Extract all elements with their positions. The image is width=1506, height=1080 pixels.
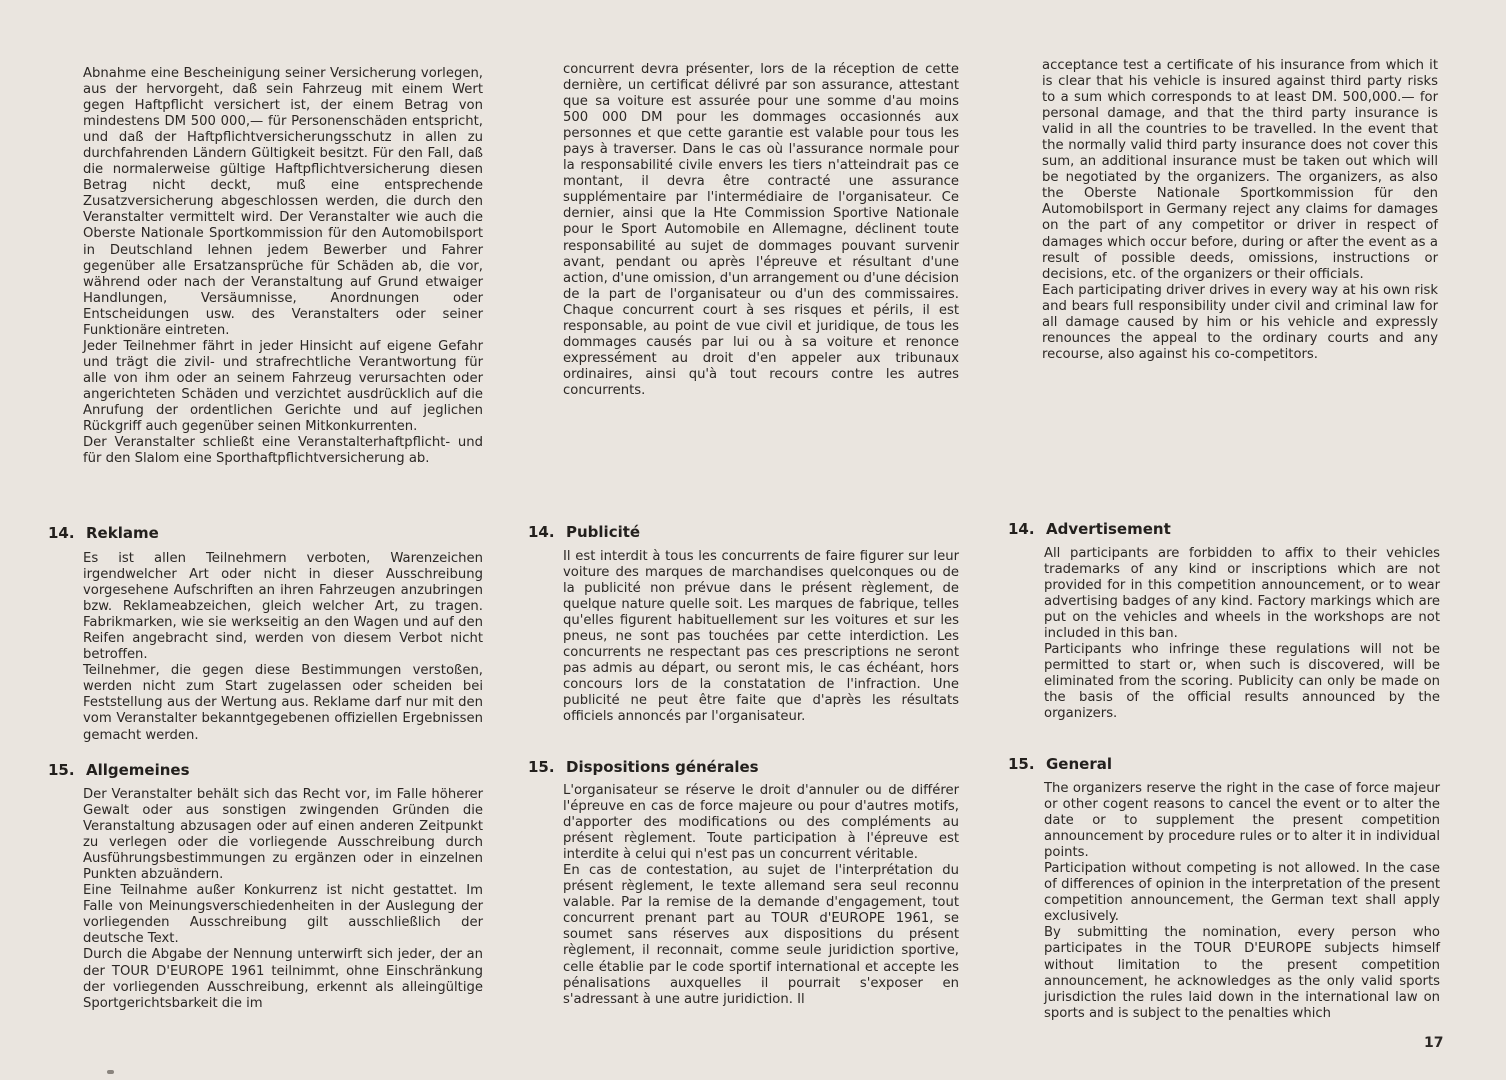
page-number: 17 <box>1424 1035 1444 1051</box>
german-section-14-heading <box>48 524 159 542</box>
german-s15-paragraph-2: Eine Teilnahme außer Konkurrenz ist nicht gestattet. Im Falle von Meinungsverschiedenheiten in der Auslegung der vorliegenden Ausschreibung gilt ausschließlich der deutsche Text. <box>83 883 483 947</box>
section-number: 15. <box>1008 755 1035 773</box>
section-title: Advertisement <box>1046 520 1171 538</box>
english-s14-paragraph-2: Participants who infringe these regulations will not be permitted to start or, when such is discovered, will be eliminated from the scoring. Publicity can only be made on the basis of the official results announced by the organizers. <box>1044 642 1440 722</box>
french-section-15-heading <box>528 758 759 776</box>
english-intro-paragraph-1: acceptance test a certificate of his insurance from which it is clear that his vehicle is insured against third party risks to a sum which corresponds to at least DM. 500,000.— for personal damage, and that the third party insurance is valid in all the countries to be travelled. In the event that the normally valid third party insurance does not cover this sum, an additional insurance must be taken out which will be negotiated by the organizers. The organizers, as also the Oberste Nationale Sportkommission für den Automobilsport in Germany reject any claims for damages on the part of any competitor or driver in respect of damages which occur before, during or after the event as a result of possible deeds, omissions, instructions or decisions, etc. of the organizers or their officials. <box>1042 58 1438 282</box>
section-title: General <box>1046 755 1112 773</box>
english-intro <box>1042 58 1438 363</box>
german-section-15-heading <box>48 761 190 779</box>
section-title: Dispositions générales <box>566 758 759 776</box>
english-section-14-body <box>1044 546 1440 723</box>
section-number: 14. <box>528 523 555 541</box>
english-s15-paragraph-2: Participation without competing is not allowed. In the case of differences of opinion in the interpretation of the present competition announcement, the German text shall apply exclusively. <box>1044 861 1440 925</box>
section-number: 14. <box>1008 520 1035 538</box>
french-s15-paragraph-2: En cas de contestation, au sujet de l'interprétation du présent règlement, le texte allemand sera seul reconnu valable. Par la remise de la demande d'engagement, tout concurrent prenant part au TOUR d'EUROPE 1961, se soumet sans réserves aux dispositions du présent règlement, il reconnait, comme seule juridiction sportive, celle établie par le code sportif international et accepte les pénalisations auxquelles il pourrait s'exposer en s'adressant à une autre juridiction. Il <box>563 863 959 1007</box>
french-section-14-body <box>563 549 959 726</box>
print-speck <box>107 1070 114 1074</box>
section-number: 15. <box>528 758 555 776</box>
german-section-15-body <box>83 787 483 1012</box>
english-s15-paragraph-1: The organizers reserve the right in the case of force majeur or other cogent reasons to cancel the event or to alter the date or to supplement the present competition announcement by procedure rules or to alter it in individual points. <box>1044 781 1440 861</box>
french-s15-paragraph-1: L'organisateur se réserve le droit d'annuler ou de différer l'épreuve en cas de force majeure ou pour d'autres motifs, d'apporter des modifications ou des compléments au présent règlement. Toute participation à l'épreuve est interdite à celui qui n'est pas un concurrent véritable. <box>563 783 959 863</box>
german-section-14-body <box>83 551 483 744</box>
german-intro <box>83 66 483 467</box>
german-intro-paragraph-3: Der Veranstalter schließt eine Veranstalterhaftpflicht- und für den Slalom eine Sporthaftpflichtversicherung ab. <box>83 435 483 467</box>
section-title: Reklame <box>86 524 159 542</box>
english-section-15-body <box>1044 781 1440 1022</box>
section-title: Allgemeines <box>86 761 190 779</box>
german-s14-paragraph-2: Teilnehmer, die gegen diese Bestimmungen verstoßen, werden nicht zum Start zugelassen oder scheiden bei Feststellung aus der Wertung aus. Reklame darf nur mit den vom Veranstalter bekanntgegebenen offiziellen Ergebnissen gemacht werden. <box>83 663 483 743</box>
english-section-15-heading <box>1008 755 1112 773</box>
section-title: Publicité <box>566 523 641 541</box>
german-s14-paragraph-1: Es ist allen Teilnehmern verboten, Warenzeichen irgendwelcher Art oder nicht in dieser Ausschreibung vorgesehene Aufschriften an ihren Fahrzeugen anzubringen bzw. Reklameabzeichen, gleich welcher Art, zu tragen. Fabrikmarken, wie sie werkseitig an den Wagen und auf den Reifen angebracht sind, werden von diesem Verbot nicht betroffen. <box>83 551 483 663</box>
german-s15-paragraph-1: Der Veranstalter behält sich das Recht vor, im Falle höherer Gewalt oder aus sonstigen zwingenden Gründen die Veranstaltung abzusagen oder auf einen anderen Zeitpunkt zu verlegen oder die vorliegende Ausschreibung durch Ausführungsbestimmungen zu ergänzen oder in einzelnen Punkten abzuändern. <box>83 787 483 883</box>
english-s14-paragraph-1: All participants are forbidden to affix to their vehicles trademarks of any kind or inscriptions which are not provided for in this competition announcement, or to wear advertising badges of any kind. Factory markings which are put on the vehicles and wheels in the workshops are not included in this ban. <box>1044 546 1440 642</box>
section-number: 15. <box>48 761 75 779</box>
french-s14-paragraph-1: Il est interdit à tous les concurrents de faire figurer sur leur voiture des marques de marchandises quelconques ou de la publicité non prévue dans le présent règlement, de quelque nature quelle soit. Les marques de fabrique, telles qu'elles figurent habituellement sur les voitures et sur les pneus, ne sont pas touchées par cette interdiction. Les concurrents ne respectant pas ces prescriptions ne seront pas admis au départ, ou seront mis, le cas échéant, hors concours lors de la constatation de l'infraction. Une publicité ne peut être faite que d'après les résultats officiels annoncés par l'organisateur. <box>563 549 959 725</box>
english-s15-paragraph-3: By submitting the nomination, every person who participates in the TOUR D'EUROPE subjects himself without limitation to the present competition announcement, he acknowledges as the only valid sports jurisdiction the rules laid down in the international law on sports and is subject to the penalties which <box>1044 925 1440 1021</box>
section-number: 14. <box>48 524 75 542</box>
german-s15-paragraph-3: Durch die Abgabe der Nennung unterwirft sich jeder, der an der TOUR D'EUROPE 1961 teilnimmt, ohne Einschränkung der vorliegenden Ausschreibung, erkennt als alleingültige Sportgerichtsbarkeit die im <box>83 947 483 1011</box>
english-intro-paragraph-2: Each participating driver drives in every way at his own risk and bears full responsibility under civil and criminal law for all damage caused by him or his vehicle and expressly renounces the appeal to the ordinary courts and any recourse, also against his co-competitors. <box>1042 282 1438 362</box>
french-section-14-heading <box>528 523 640 541</box>
german-intro-paragraph-2: Jeder Teilnehmer fährt in jeder Hinsicht auf eigene Gefahr und trägt die zivil- und strafrechtliche Verantwortung für alle von ihm oder an seinem Fahrzeug verursachten oder angerichteten Schäden und verzichtet ausdrücklich auf die Anrufung der ordentlichen Gerichte und auf jeglichen Rückgriff auch gegenüber seinen Mitkonkurrenten. <box>83 338 483 435</box>
french-intro <box>563 62 959 399</box>
english-section-14-heading <box>1008 520 1171 538</box>
french-section-15-body <box>563 783 959 1008</box>
german-intro-paragraph-1: Abnahme eine Bescheinigung seiner Versicherung vorlegen, aus der hervorgeht, daß sein Fahrzeug mit einem Wert gegen Haftpflicht versichert ist, der einem Betrag von mindestens DM 500 000,— für Personenschäden entspricht, und daß der Haftpflichtversicherungsschutz in allen zu durchfahrenden Ländern Gültigkeit besitzt. Für den Fall, daß die normalerweise gültige Haftpflichtversicherung diesen Betrag nicht deckt, muß eine entsprechende Zusatzversicherung abgeschlossen werden, die durch den Veranstalter vermittelt wird. Der Veranstalter wie auch die Oberste Nationale Sportkommission für den Automobilsport in Deutschland lehnen jedem Bewerber und Fahrer gegenüber alle Ersatzansprüche für Schäden ab, die vor, während oder nach der Veranstaltung auf Grund etwaiger Handlungen, Versäumnisse, Anordnungen oder Entscheidungen usw. des Veranstalters oder seiner Funktionäre eintreten. <box>83 66 483 338</box>
french-intro-paragraph-1: concurrent devra présenter, lors de la réception de cette dernière, un certificat délivré par son assurance, attestant que sa voiture est assurée pour une somme d'au moins 500 000 DM pour les dommages occasionnés aux personnes et que cette garantie est valable pour tous les pays à traverser. Dans le cas où l'assurance normale pour la responsabilité civile envers les tiers n'atteindrait pas ce montant, il devra être contracté une assurance supplémentaire par l'intermédiaire de l'organisateur. Ce dernier, ainsi que la Hte Commission Sportive Nationale pour le Sport Automobile en Allemagne, déclinent toute responsabilité au sujet de dommages pouvant survenir avant, pendant ou après l'épreuve et résultant d'une action, d'une omission, d'un arrangement ou d'une décision de la part de l'organisateur ou d'un des commissaires. Chaque concurrent court à ses risques et périls, il est responsable, au point de vue civil et juridique, de tous les dommages causés par lui ou à sa voiture et renonce expressément au droit d'en appeler aux tribunaux ordinaires, ainsi qu'à tout recours contre les autres concurrents. <box>563 62 959 398</box>
